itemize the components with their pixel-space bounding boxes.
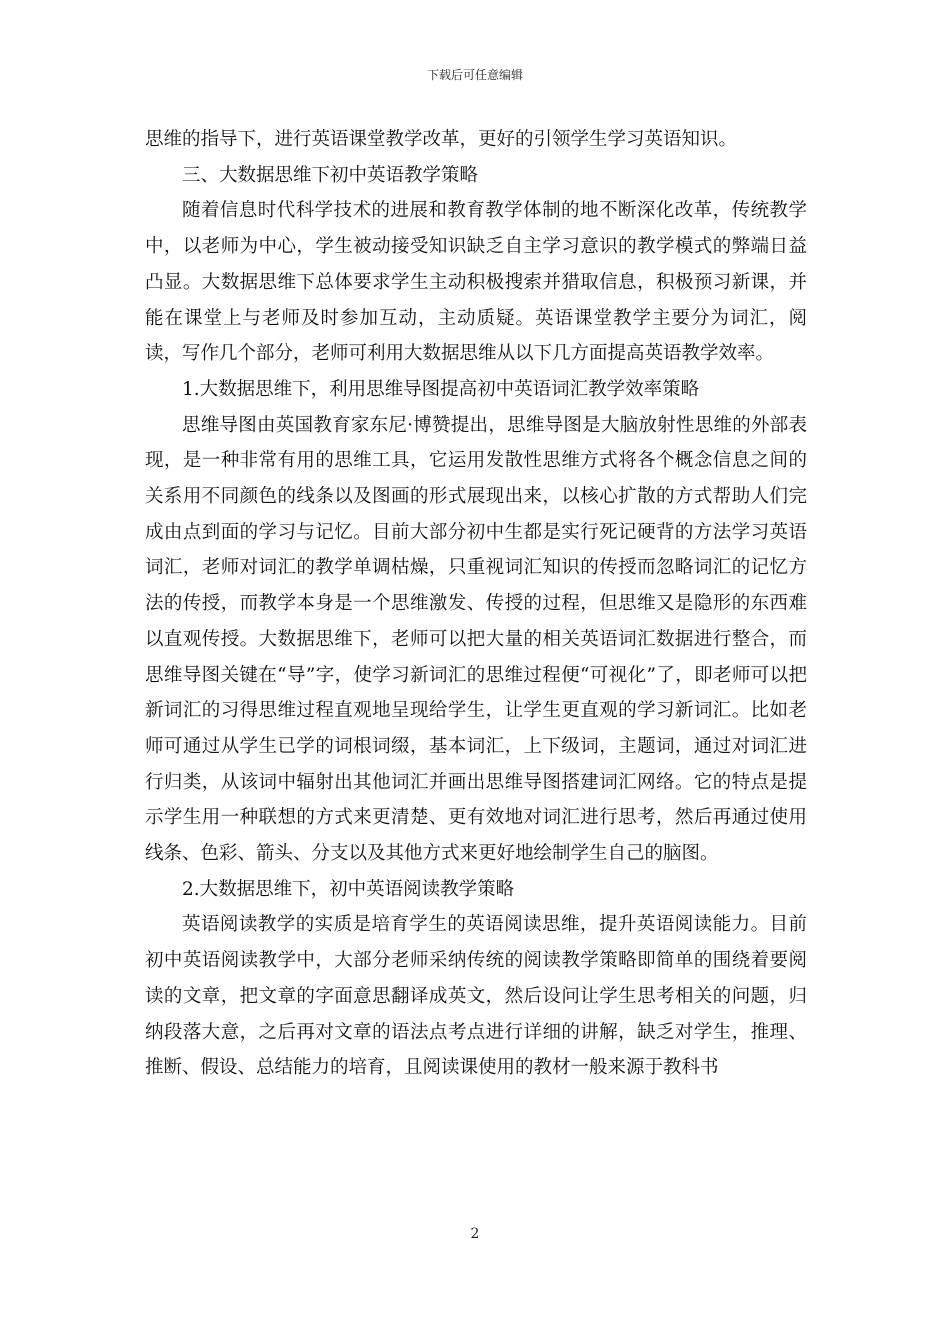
paragraph-continuation: 思维的指导下，进行英语课堂教学改革，更好的引领学生学习英语知识。 [145,129,738,150]
paragraph: 随着信息时代科学技术的进展和教育教学体制的地不断深化改革，传统教学中，以老师为中心，学生被动接受知识缺乏自主学习意识的教学模式的弊端日益凸显。大数据思维下总体要求学生主动积极搜索并猎取信息，积极预习新课，并能在课堂上与老师及时参加互动，主动质疑。英语课堂教学主要分为词汇，阅读，写作几个部分，老师可利用大数据思维从以下几方面提高英语教学效率。 [145,200,807,365]
subsection-heading-2: 2.大数据思维下，初中英语阅读教学策略 [182,878,515,900]
document-body [145,122,807,1086]
subsection-heading-1: 1.大数据思维下，利用思维导图提高初中英语词汇教学效率策略 [182,378,700,400]
paragraph: 思维导图由英国教育家东尼·博赞提出，思维导图是大脑放射性思维的外部表现，是一种非常有用的思维工具，它运用发散性思维方式将各个概念信息之间的关系用不同颜色的线条以及图画的形式展现出来，以核心扩散的方式帮助人们完成由点到面的学习与记忆。目前大部分初中生都是实行死记硬背的方法学习英语词汇，老师对词汇的教学单调枯燥，只重视词汇知识的传授而忽略词汇的记忆方法的传授，而教学本身是一个思维激发、传授的过程，但思维又是隐形的东西难以直观传授。大数据思维下，老师可以把大量的相关英语词汇数据进行整合，而思维导图关键在“导”字，使学习新词汇的思维过程便“可视化”了，即老师可以把新词汇的习得思维过程直观地呈现给学生，让学生更直观的学习新词汇。比如老师可通过从学生已学的词根词缀，基本词汇，上下级词，主题词，通过对词汇进行归类，从该词中辐射出其他词汇并画出思维导图搭建词汇网络。它的特点是提示学生用一种联想的方式来更清楚、更有效地对词汇进行思考，然后再通过使用线条、色彩、箭头、分支以及其他方式来更好地绘制学生自己的脑图。 [145,414,807,865]
section-heading: 三、大数据思维下初中英语教学策略 [182,164,479,186]
paragraph: 英语阅读教学的实质是培育学生的英语阅读思维，提升英语阅读能力。目前初中英语阅读教学中，大部分老师采纳传统的阅读教学策略即简单的围绕着要阅读的文章，把文章的字面意思翻译成英文，然后设问让学生思考相关的问题，归纳段落大意，之后再对文章的语法点考点进行详细的讲解，缺乏对学生，推理、推断、假设、总结能力的培育，且阅读课使用的教材一般来源于教科书 [145,914,807,1079]
page-header: 下载后可任意编辑 [426,68,523,82]
page-number: 2 [470,1226,480,1242]
